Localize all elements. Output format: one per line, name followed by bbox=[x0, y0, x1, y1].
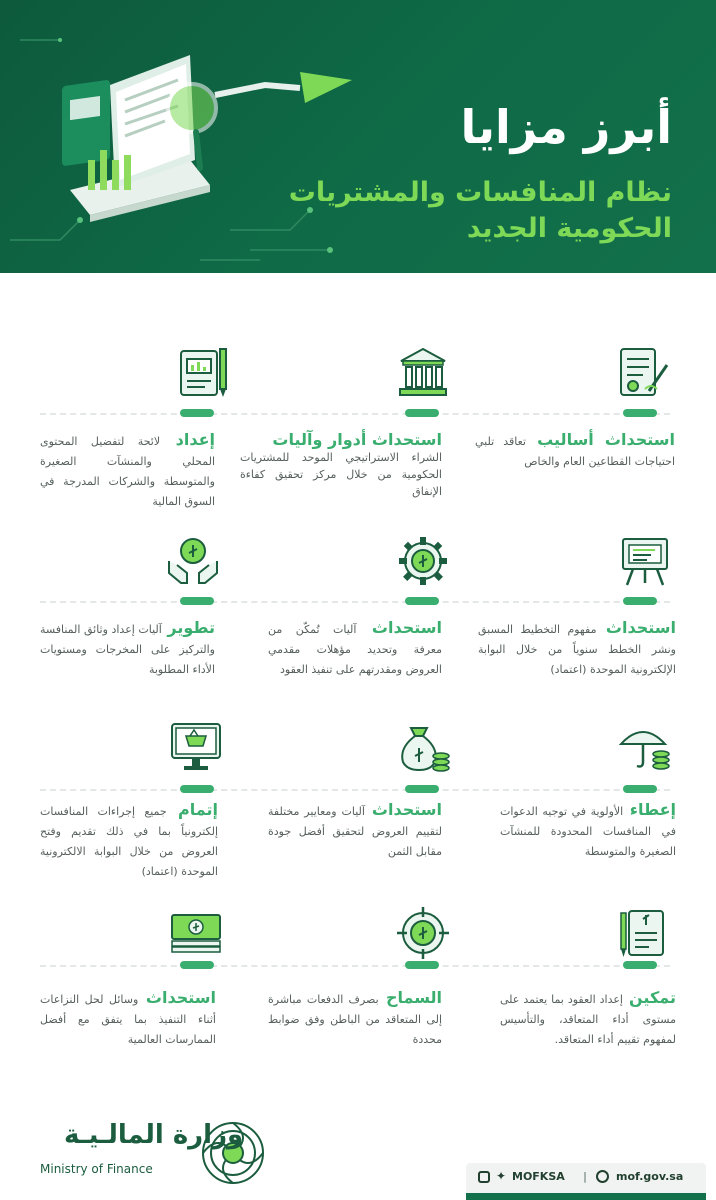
feature-item bbox=[40, 800, 218, 880]
footer-stripe bbox=[466, 1193, 706, 1200]
globe-icon[interactable] bbox=[596, 1170, 609, 1183]
feature-item bbox=[475, 430, 675, 470]
page-subtitle-line1: نظام المنافسات والمشتريات bbox=[288, 177, 672, 208]
feature-text: الشراء الاستراتيجي الموحد للمشتريات الحكومية من خلال مركز تحقيق كفاءة الإنفاق bbox=[240, 451, 442, 498]
feature-item bbox=[40, 618, 215, 678]
target-icon bbox=[395, 905, 451, 961]
feature-text: آليات ومعايير مختلفة لتقييم العروض لتحقيق أفضل جودة مقابل الثمن bbox=[268, 805, 442, 858]
feature-title: استحداث bbox=[364, 800, 443, 819]
laptop-magnifier-illustration bbox=[0, 0, 380, 273]
hands-coin-icon bbox=[165, 533, 221, 589]
feature-item bbox=[500, 988, 676, 1048]
feature-title: تطوير bbox=[161, 618, 216, 637]
gear-riyal-icon bbox=[395, 533, 451, 589]
feature-text: إعداد العقود بما يعتمد على مستوى أداء المتعاقد، والتأسيس لمفهوم تقييم أداء المتعاقد. bbox=[500, 993, 676, 1046]
social-handle[interactable]: MOFKSA bbox=[512, 1170, 565, 1183]
row-divider bbox=[40, 601, 670, 603]
monitor-cart-icon bbox=[168, 718, 224, 774]
divider-pill bbox=[405, 961, 439, 969]
feature-title: السماح bbox=[378, 988, 442, 1007]
feature-text: مفهوم التخطيط المسبق ونشر الخطط سنوياً من خلال البوابة الإلكترونية الموحدة (اعتماد) bbox=[478, 623, 676, 676]
divider-pill bbox=[623, 785, 657, 793]
row-divider bbox=[40, 965, 670, 967]
divider-pill bbox=[623, 961, 657, 969]
government-building-icon bbox=[395, 345, 451, 401]
divider-pill bbox=[180, 961, 214, 969]
feature-title: إعداد bbox=[160, 430, 216, 449]
feature-text: آليات إعداد وثائق المنافسة والتركيز على المخرجات ومستويات الأداء المطلوبة bbox=[40, 623, 215, 676]
document-pen-icon bbox=[617, 905, 673, 961]
feature-text: وسائل لحل النزاعات أثناء التنفيذ بما يتفق مع أفضل الممارسات العالمية bbox=[40, 993, 216, 1046]
feature-title: إعطاء bbox=[623, 800, 676, 819]
feature-title: استحداث أدوار وآليات bbox=[272, 430, 442, 449]
feature-text: آليات تُمكّن من معرفة وتحديد مؤهلات مقدمي العروض ومقدرتهم على تنفيذ العقود bbox=[268, 623, 442, 676]
umbrella-coins-icon bbox=[617, 718, 673, 774]
social-bar bbox=[466, 1163, 706, 1193]
divider-pill bbox=[405, 409, 439, 417]
separator: | bbox=[583, 1170, 588, 1183]
feature-text: لائحة لتفضيل المحتوى المحلي والمنشآت الصغيرة والمتوسطة والشركات المدرجة في السوق المالية bbox=[40, 435, 215, 508]
row-divider bbox=[40, 789, 670, 791]
instagram-icon[interactable] bbox=[478, 1171, 490, 1183]
feature-title: استحداث bbox=[138, 988, 217, 1007]
book-pen-icon bbox=[175, 345, 231, 401]
money-bag-icon bbox=[395, 718, 451, 774]
divider-pill bbox=[623, 409, 657, 417]
twitter-icon[interactable]: ✦ bbox=[496, 1169, 507, 1183]
feature-title: إتمام bbox=[166, 800, 218, 819]
page-title: أبرز مزايا bbox=[460, 100, 672, 154]
feature-text: بصرف الدفعات مباشرة إلى المتعاقد من الباطن وفق ضوابط محددة bbox=[268, 993, 442, 1046]
divider-pill bbox=[180, 409, 214, 417]
divider-pill bbox=[405, 597, 439, 605]
feature-item bbox=[268, 800, 442, 860]
banknote-icon bbox=[168, 905, 224, 961]
divider-pill bbox=[405, 785, 439, 793]
feature-title: تمكين bbox=[623, 988, 676, 1007]
divider-pill bbox=[180, 785, 214, 793]
page-subtitle-line2: الحكومية الجديد bbox=[466, 213, 672, 244]
feature-title: استحداث أساليب bbox=[525, 430, 675, 449]
feature-text: جميع إجراءات المنافسات إلكترونياً بما في ذلك تقديم وفتح العروض من خلال البوابة الالكترونية الموحدة (اعتماد) bbox=[40, 805, 218, 878]
divider-pill bbox=[623, 597, 657, 605]
presentation-board-icon bbox=[617, 533, 673, 589]
contract-signing-icon bbox=[615, 345, 671, 401]
feature-item bbox=[40, 430, 215, 510]
feature-item bbox=[478, 618, 676, 678]
website-link[interactable]: mof.gov.sa bbox=[616, 1170, 684, 1183]
feature-title: استحداث bbox=[596, 618, 677, 637]
feature-item bbox=[500, 800, 676, 860]
feature-item bbox=[268, 618, 442, 678]
ministry-name-en: Ministry of Finance bbox=[40, 1162, 153, 1176]
feature-item bbox=[240, 430, 442, 500]
feature-item bbox=[40, 988, 216, 1048]
feature-title: استحداث bbox=[356, 618, 443, 637]
row-divider bbox=[40, 413, 670, 415]
divider-pill bbox=[180, 597, 214, 605]
feature-text: تعاقد تلبي احتياجات القطاعين العام والخاص bbox=[475, 435, 675, 468]
header-banner bbox=[0, 0, 716, 273]
feature-text: الأولوية في توجيه الدعوات في المنافسات المحدودة للمنشآت الصغيرة والمتوسطة bbox=[500, 805, 676, 858]
ministry-name-ar: وزارة المالـيـة bbox=[64, 1120, 244, 1150]
feature-item bbox=[268, 988, 442, 1048]
